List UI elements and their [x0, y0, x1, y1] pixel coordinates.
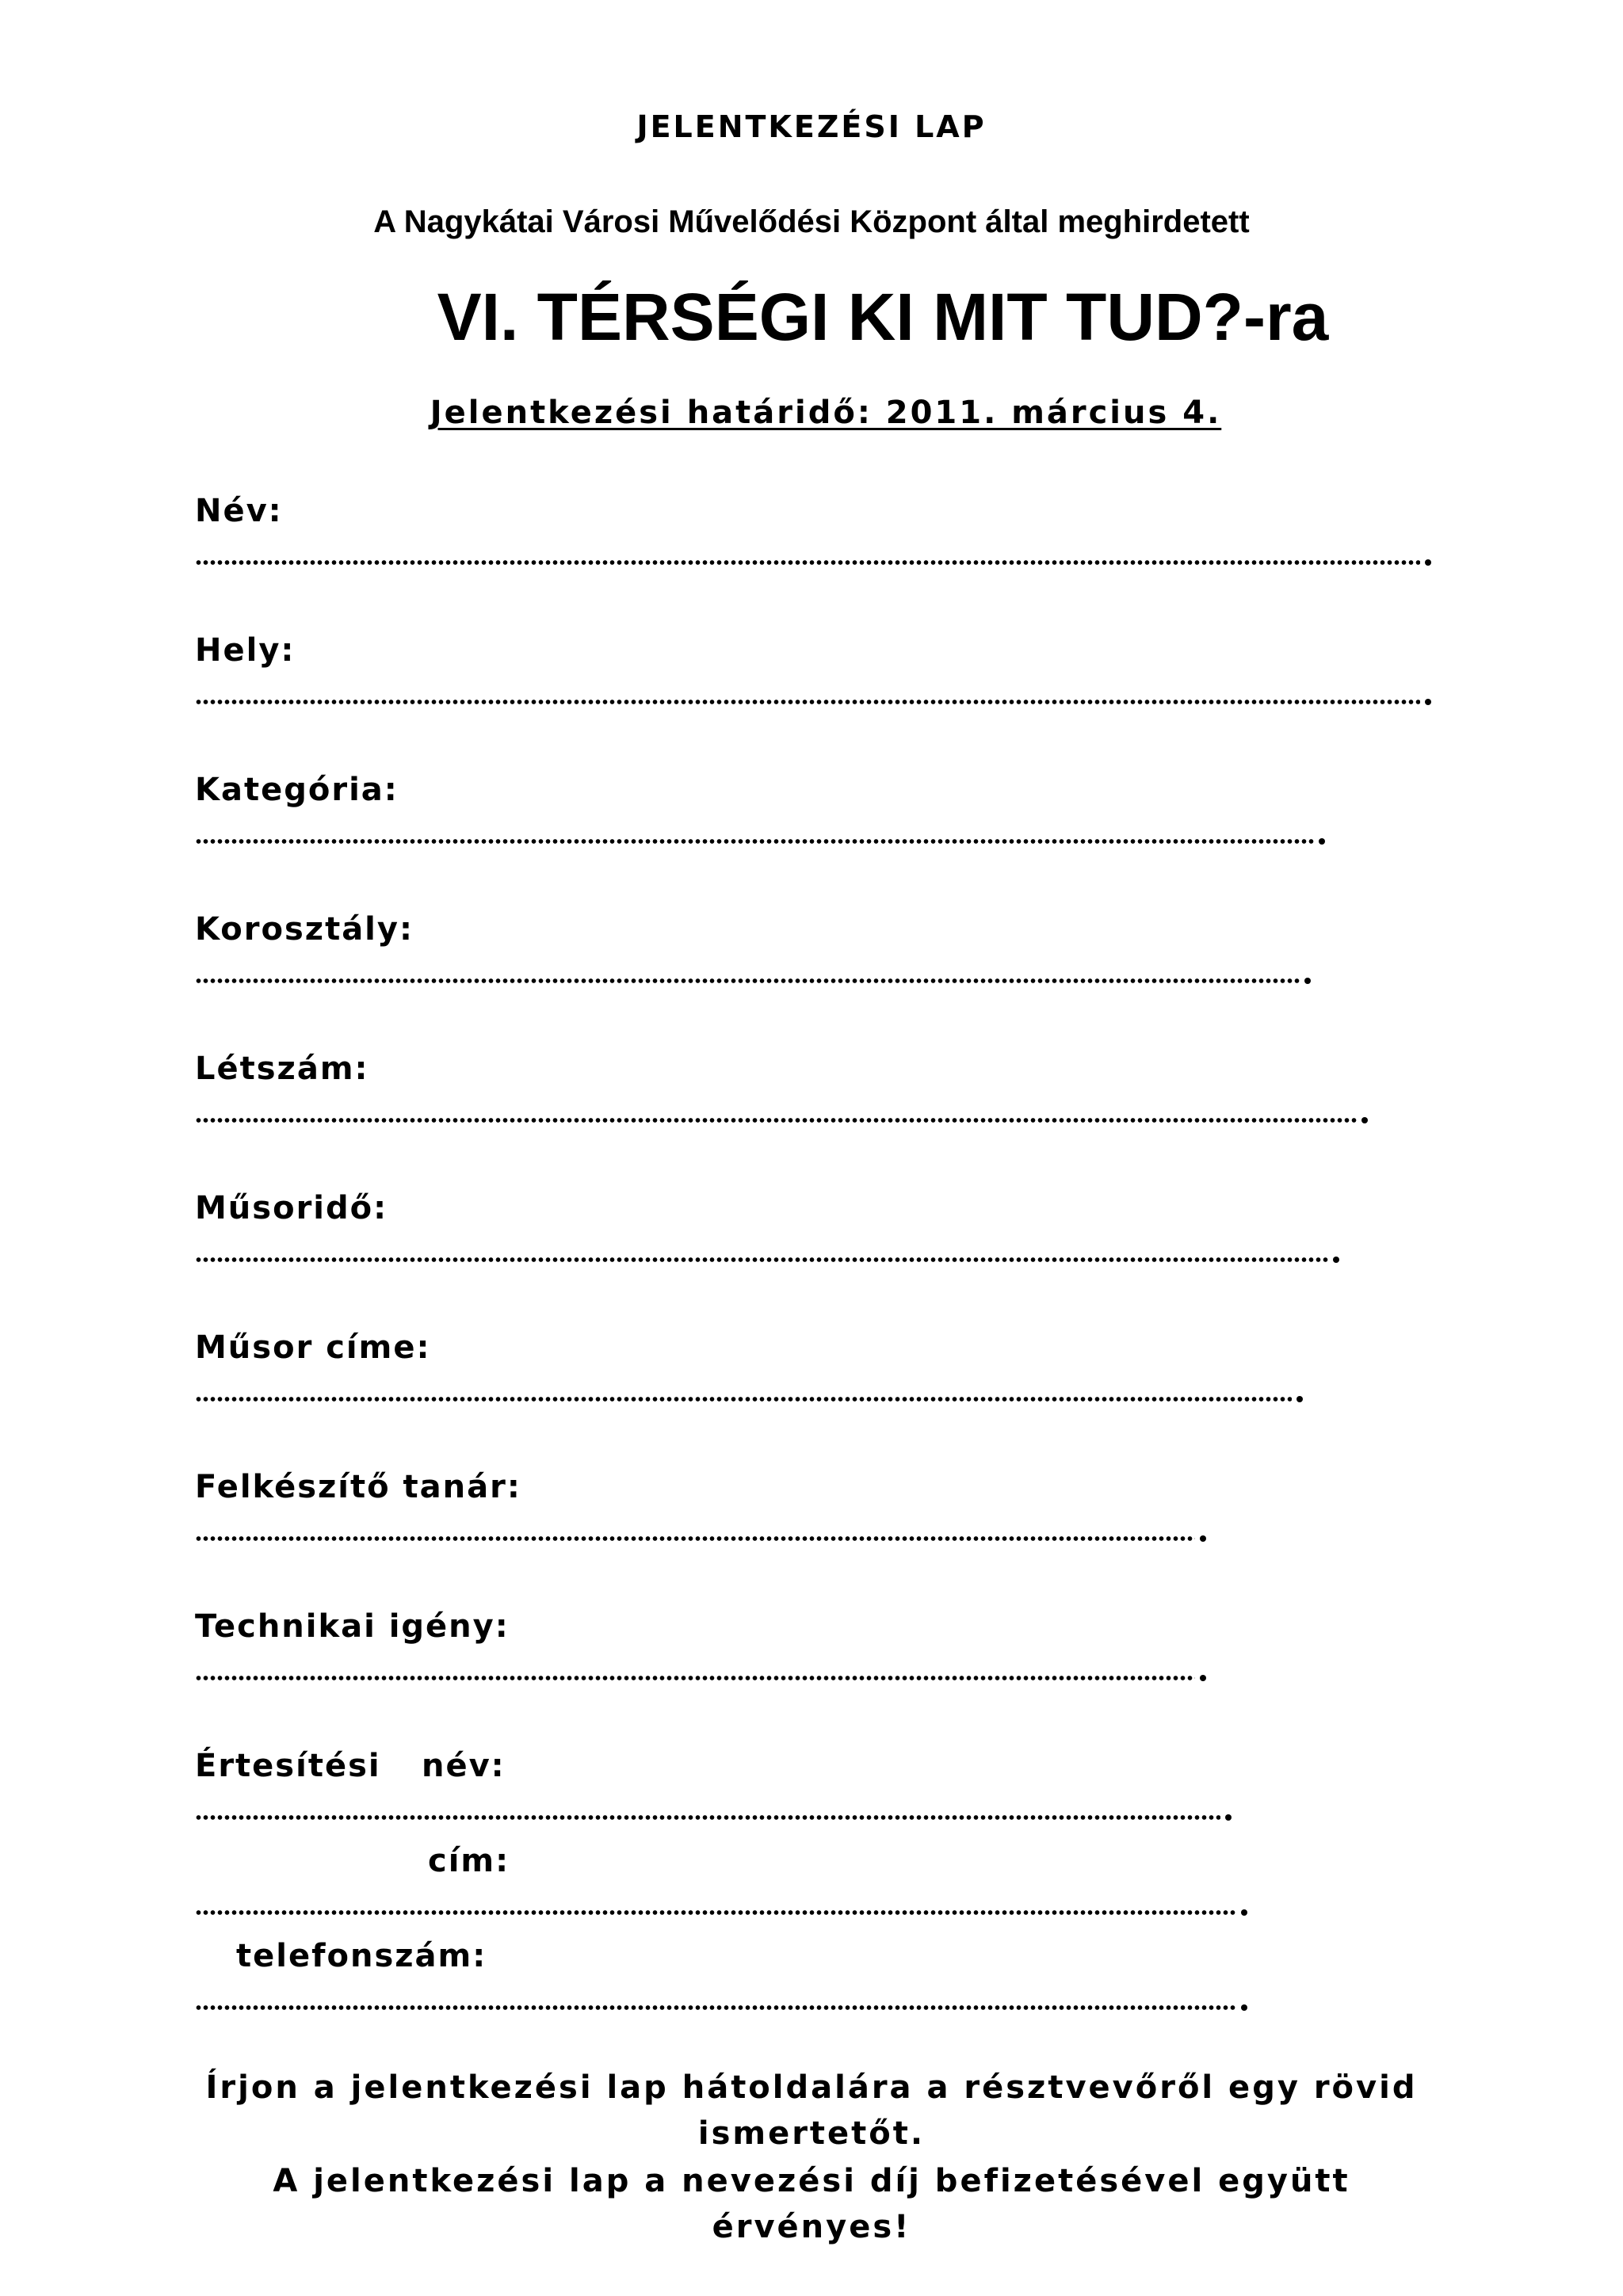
notification-label: Értesítési — [195, 1748, 381, 1784]
fill-line-hely[interactable] — [195, 698, 1420, 706]
notification-name-label: név: — [422, 1748, 506, 1784]
field-label-nev: Név: — [195, 493, 283, 529]
fill-line-letszam[interactable] — [195, 1116, 1357, 1124]
fill-line-nev[interactable] — [195, 559, 1420, 566]
footer-line-4: érvényes! — [712, 2209, 911, 2245]
field-label-kategoria: Kategória: — [195, 772, 399, 808]
footer-line-3: A jelentkezési lap a nevezési díj befizetésével együtt — [273, 2163, 1350, 2199]
document-title: JELENTKEZÉSI LAP — [636, 109, 987, 144]
footer-line-2: ismertetőt. — [697, 2115, 926, 2152]
deadline: Jelentkezési határidő: 2011. március 4. — [430, 395, 1222, 431]
fill-line-korosztaly[interactable] — [195, 977, 1300, 985]
fill-line-notification-phone[interactable] — [195, 2004, 1236, 2012]
fill-line-musor-cime[interactable] — [195, 1395, 1292, 1403]
field-label-technikai-igeny: Technikai igény: — [195, 1608, 510, 1645]
field-label-musor-cime: Műsor címe: — [195, 1329, 431, 1366]
notification-phone-label: telefonszám: — [236, 1938, 487, 1974]
field-label-korosztaly: Korosztály: — [195, 911, 414, 948]
event-title: VI. TÉRSÉGI KI MIT TUD?-ra — [437, 280, 1329, 354]
notification-address-label: cím: — [428, 1843, 510, 1879]
fill-line-technikai-igeny[interactable] — [195, 1674, 1195, 1682]
field-label-hely: Hely: — [195, 632, 296, 669]
field-label-letszam: Létszám: — [195, 1051, 369, 1087]
field-label-felkeszito-tanar: Felkészítő tanár: — [195, 1469, 521, 1505]
fill-line-kategoria[interactable] — [195, 837, 1314, 845]
organizer-line: A Nagykátai Városi Művelődési Központ által meghirdetett — [373, 204, 1250, 239]
fill-line-notification-address[interactable] — [195, 1909, 1236, 1917]
field-label-musorido: Műsoridő: — [195, 1190, 388, 1226]
fill-line-notification-name[interactable] — [195, 1814, 1220, 1821]
footer-line-1: Írjon a jelentkezési lap hátoldalára a résztvevőről egy rövid — [205, 2069, 1418, 2106]
fill-line-musorido[interactable] — [195, 1256, 1328, 1264]
fill-line-felkeszito-tanar[interactable] — [195, 1535, 1195, 1543]
